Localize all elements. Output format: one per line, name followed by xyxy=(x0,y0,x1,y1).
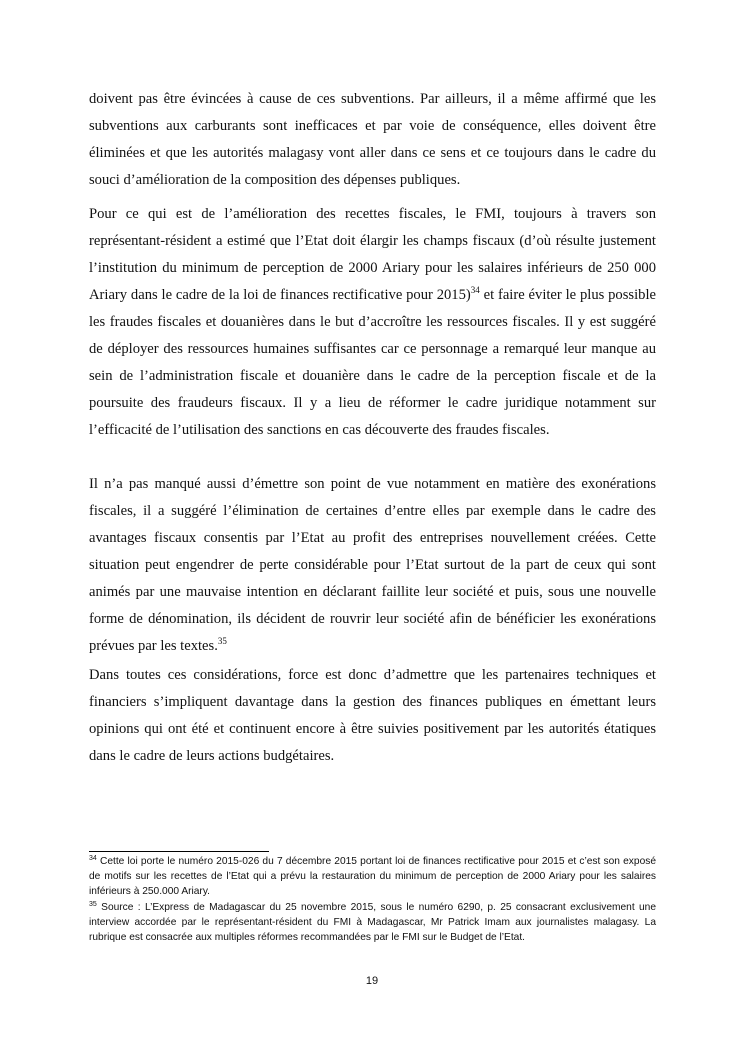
paragraph-1-text: doivent pas être évincées à cause de ces subventions. Par ailleurs, il a même affirmé que les subventions aux carburants sont inefficaces et par voie de conséquence, elles doivent être éliminées et que les autorités malagasy vont aller dans ce sens et ce toujours dans le cadre du souci d’amélioration de la composition des dépenses publiques. xyxy=(89,91,656,188)
page-number: 19 xyxy=(365,975,379,987)
paragraph-4-text: Dans toutes ces considérations, force est donc d’admettre que les partenaires techniques et financiers s’impliquent davantage dans la gestion des finances publiques en émettant leurs opinions qui ont été et continuent encore à être suivies positivement par les autorités étatiques dans le cadre de leurs actions budgétaires. xyxy=(89,667,656,764)
footnote-ref-35[interactable]: 35 xyxy=(217,636,227,646)
paragraph-3-text: Il n’a pas manqué aussi d’émettre son point de vue notamment en matière des exonérations fiscales, il a suggéré l’élimination de certaines d’entre elles par exemple dans le cadre des avantages fiscaux consentis par l’Etat au profit des entreprises nouvellement créées. Cette situation peut engendrer de perte considérable pour l’Etat surtout de la part de ceux qui sont animés par une mauvaise intention en déclarant faillite leur société et puis, sous une nouvelle forme de dénomination, ils décident de rouvrir leur société afin de bénéficier les exonérations prévues par les textes. xyxy=(89,476,656,654)
footnotes xyxy=(89,854,656,945)
footnote-text: Source : L’Express de Madagascar du 25 novembre 2015, sous le numéro 6290, p. 25 consacrant exclusivement une interview accordée par le représentant-résident du FMI à Madagascar, Mr Patrick Imam aux journalistes malagasy. La rubrique est consacrée aux multiples réformes recommandées par le FMI sur le Budget de l’Etat. xyxy=(89,901,656,944)
paragraph-3 xyxy=(89,471,656,660)
paragraph-4 xyxy=(89,662,656,770)
paragraph-2 xyxy=(89,201,656,444)
footnote-34 xyxy=(89,854,656,900)
footnote-number: 35 xyxy=(89,900,97,908)
footnote-number: 34 xyxy=(89,855,97,862)
footnote-ref-34[interactable]: 34 xyxy=(470,285,480,295)
footnote-35 xyxy=(89,900,656,946)
paragraph-2-text-after: et faire éviter le plus possible les fraudes fiscales et douanières dans le but d’accroître les ressources fiscales. Il y est suggéré de déployer des ressources humaines suffisantes car ce personnage a remarqué leur manque au sein de l’administration fiscale et douanière dans le cadre de la perception fiscale et de la poursuite des fraudeurs fiscaux. Il y a lieu de réformer le cadre juridique notamment sur l’efficacité de l’utilisation des sanctions en cas découverte des fraudes fiscales. xyxy=(89,287,656,438)
paragraph-1 xyxy=(89,86,656,194)
footnote-text: Cette loi porte le numéro 2015-026 du 7 décembre 2015 portant loi de finances rectificative pour 2015 et c’est son exposé de motifs sur les recettes de l’Etat qui a prévu la restauration du minimum de perception de 2000 Ariary pour les salaires inférieurs à 250.000 Ariary. xyxy=(89,856,656,898)
paragraph-2-text-before: Pour ce qui est de l’amélioration des recettes fiscales, le FMI, toujours à travers son représentant-résident a estimé que l’Etat doit élargir les champs fiscaux (d’où résulte justement l’institution du minimum de perception de 2000 Ariary pour les salaires inférieurs de 250 000 Ariary dans le cadre de la loi de finances rectificative pour 2015) xyxy=(89,206,656,303)
footnote-separator xyxy=(89,851,269,852)
